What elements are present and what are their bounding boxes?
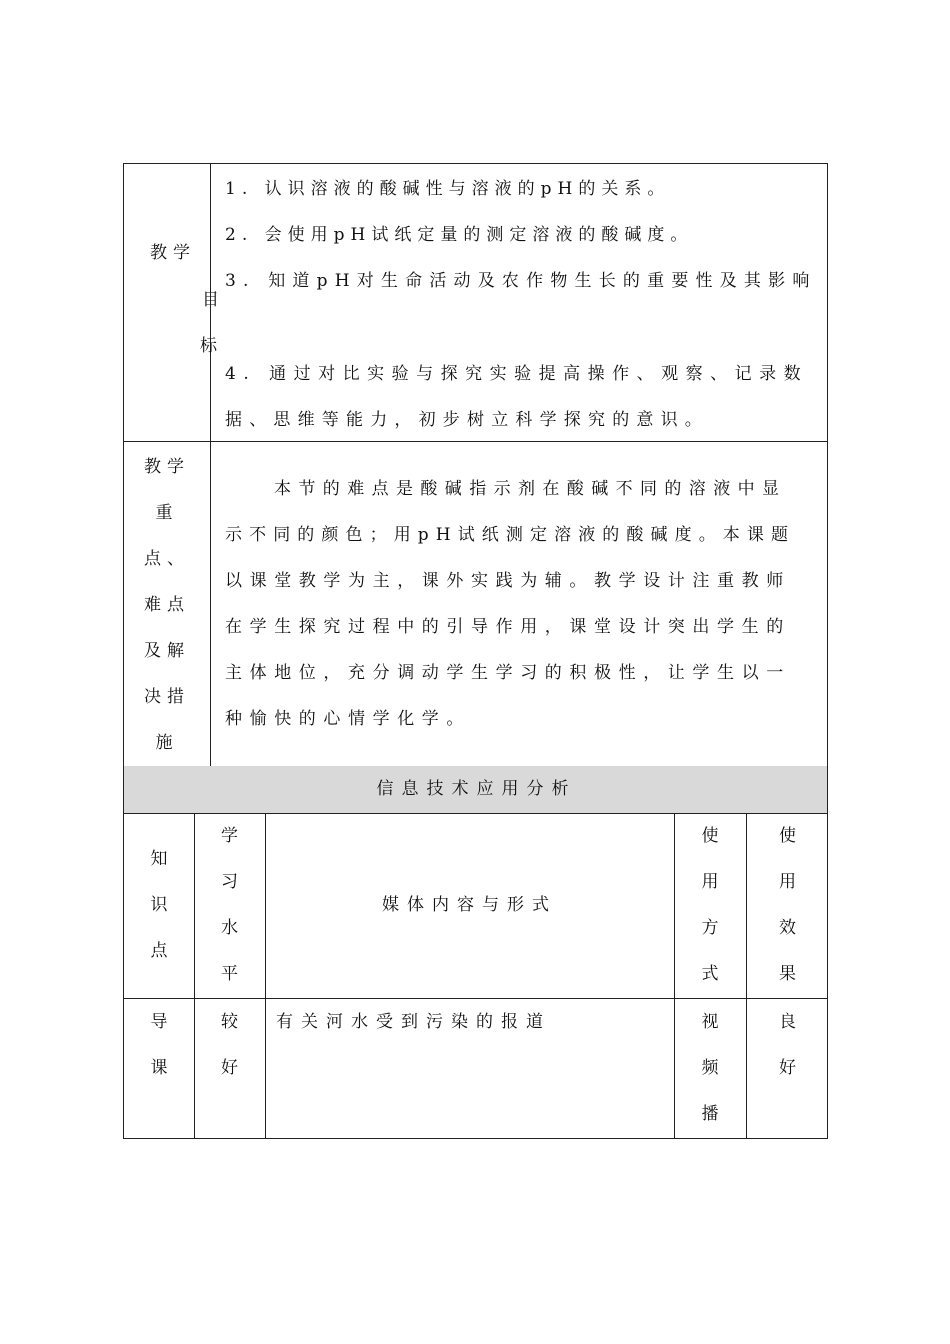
header-level: 学: [221, 826, 238, 846]
header-method: 式: [701, 964, 719, 984]
row-method: 频: [701, 1058, 719, 1078]
objectives-label-top: 教学: [150, 243, 196, 263]
keypoints-label-line: 施: [155, 733, 179, 753]
keypoints-section: [123, 441, 828, 767]
objective-item-1: 1. 认识溶液的酸碱性与溶液的pH的关系。: [225, 179, 671, 199]
objectives-section: [123, 163, 828, 442]
header-level: 习: [221, 872, 238, 892]
keypoints-label-line: 及解: [144, 641, 190, 661]
header-method: 用: [701, 872, 719, 892]
keypoints-label-line: 教学: [144, 457, 190, 477]
header-knowledge: 点: [150, 941, 168, 961]
row-method: 视: [701, 1012, 719, 1032]
row-media: 有关河水受到污染的报道: [276, 1012, 551, 1032]
it-section-title: 信息技术应用分析: [376, 779, 577, 799]
keypoints-text-line: 示不同的颜色；用pH试纸测定溶液的酸碱度。本课题: [225, 525, 796, 545]
row-knowledge: 课: [150, 1058, 168, 1078]
header-effect: 果: [779, 964, 796, 984]
keypoints-text-line: 以课堂教学为主，课外实践为辅。教学设计注重教师: [225, 571, 791, 591]
header-method: 方: [701, 918, 719, 938]
objective-item-2: 2. 会使用pH试纸定量的测定溶液的酸碱度。: [225, 225, 694, 245]
keypoints-text-line: 本节的难点是酸碱指示剂在酸碱不同的溶液中显: [274, 479, 787, 499]
header-knowledge: 知: [150, 849, 168, 869]
row-method: 播: [701, 1104, 719, 1124]
objective-item-4: 4. 通过对比实验与探究实验提高操作、观察、记录数: [225, 364, 809, 384]
keypoints-text-line: 在学生探究过程中的引导作用，课堂设计突出学生的: [225, 617, 791, 637]
objectives-label-mid: 目: [202, 290, 219, 310]
header-effect: 用: [779, 872, 796, 892]
it-table-header-row: [123, 813, 828, 999]
row-level: 好: [221, 1058, 238, 1078]
row-knowledge: 导: [150, 1012, 168, 1032]
header-media: 媒体内容与形式: [382, 895, 557, 915]
header-level: 水: [221, 918, 238, 938]
objective-item-5: 据、思维等能力，初步树立科学探究的意识。: [225, 410, 709, 430]
keypoints-text-line: 种愉快的心情学化学。: [225, 709, 471, 729]
row-effect: 好: [779, 1058, 796, 1078]
header-knowledge: 识: [150, 895, 168, 915]
it-section-header: [123, 766, 828, 814]
header-effect: 效: [779, 918, 796, 938]
keypoints-label-line: 点、: [144, 549, 190, 569]
table-row: [123, 998, 828, 1139]
objectives-label-bottom: 标: [200, 336, 217, 356]
objective-item-3: 3. 知道pH对生命活动及农作物生长的重要性及其影响: [225, 271, 817, 291]
keypoints-label-line: 难点: [144, 595, 190, 615]
keypoints-label-line: 重: [155, 503, 179, 523]
keypoints-text-line: 主体地位，充分调动学生学习的积极性，让学生以一: [225, 663, 791, 683]
header-effect: 使: [779, 826, 796, 846]
keypoints-label-line: 决措: [144, 687, 190, 707]
row-level: 较: [221, 1012, 238, 1032]
header-method: 使: [701, 826, 719, 846]
header-level: 平: [221, 964, 238, 984]
row-effect: 良: [779, 1012, 796, 1032]
